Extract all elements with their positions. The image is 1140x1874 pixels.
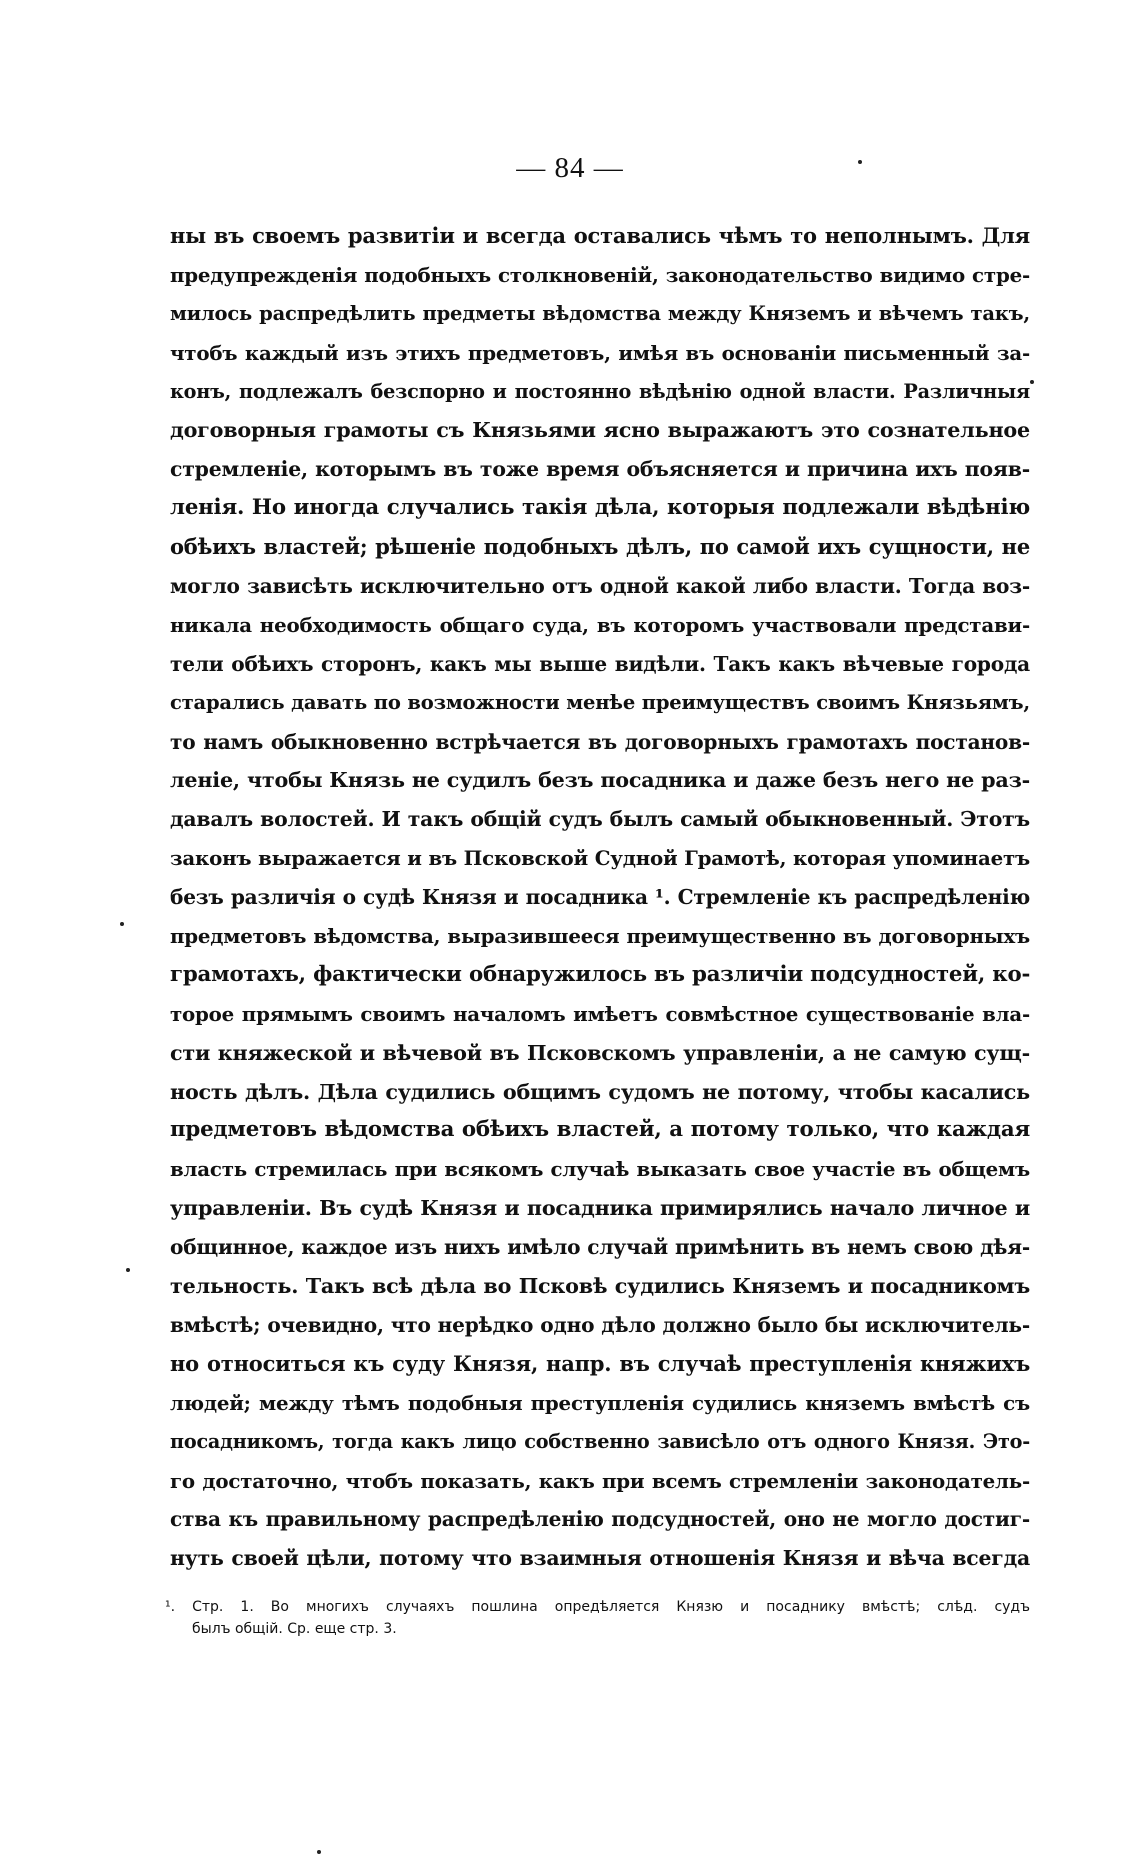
text-line: законъ выражается и въ Псковской Судной Грамотѣ, которая упоминаетъ [170,846,1030,871]
body-text [170,217,1030,1578]
text-line: ность дѣлъ. Дѣла судились общимъ судомъ не потому, чтобы касались [170,1079,1030,1104]
text-line: старались давать по возможности менѣе преимуществъ своимъ Князьямъ, [170,690,1030,714]
text-line: давалъ волостей. И такъ общій судъ былъ самый обыкновенный. Этотъ [170,807,1030,832]
text-line: предупрежденія подобныхъ столкновеній, законодательство видимо стре- [170,262,1030,287]
scan-speck [126,1268,130,1272]
footnote-line: былъ общій. Ср. еще стр. 3. [192,1621,397,1637]
text-line: го достаточно, чтобъ показать, какъ при всемъ стремленіи законодатель- [170,1468,1030,1493]
text-line: обѣихъ властей; рѣшеніе подобныхъ дѣлъ, по самой ихъ сущности, не [170,534,1030,560]
scan-speck [317,1850,321,1854]
text-line: власть стремилась при всякомъ случаѣ выказать свое участіе въ общемъ [170,1157,1030,1182]
text-line: предметовъ вѣдомства, выразившееся преимущественно въ договорныхъ [170,924,1030,949]
text-line: ленія. Но иногда случались такія дѣла, которыя подлежали вѣдѣнію [170,495,1030,521]
text-line: предметовъ вѣдомства обѣихъ властей, а потому только, что каждая [170,1117,1030,1143]
text-line: безъ различія о судѣ Князя и посадника ¹. Стремленіе къ распредѣленію [170,885,1030,910]
footnote [165,1596,1030,1640]
footnote-line: ¹. Стр. 1. Во многихъ случаяхъ пошлина опредѣляется Князю и посаднику вмѣстѣ; слѣд. судъ [165,1599,1030,1615]
text-line: ства къ правильному распредѣленію подсудностей, оно не могло достиг- [170,1507,1030,1532]
text-line: грамотахъ, фактически обнаружилось въ различіи подсудностей, ко- [170,961,1031,987]
text-line: ны въ своемъ развитіи и всегда оставались чѣмъ то неполнымъ. Для [170,223,1030,248]
text-line: стремленіе, которымъ въ тоже время объясняется и причина ихъ появ- [170,457,1030,482]
scan-speck [1030,380,1034,384]
scan-speck [120,922,124,926]
text-line: управленіи. Въ судѣ Князя и посадника примирялись начало личное и [170,1196,1030,1221]
scan-speck [858,160,862,164]
page-number: — 84 — [516,152,624,184]
text-line: но относиться къ суду Князя, напр. въ случаѣ преступленія княжихъ [170,1350,1030,1376]
text-line: общинное, каждое изъ нихъ имѣло случай примѣнить въ немъ свою дѣя- [170,1235,1030,1260]
text-line: людей; между тѣмъ подобныя преступленія судились княземъ вмѣстѣ съ [170,1390,1030,1415]
text-line: конъ, подлежалъ безспорно и постоянно вѣдѣнію одной власти. Различныя [170,379,1030,403]
text-line: леніе, чтобы Князь не судилъ безъ посадника и даже безъ него не раз- [170,768,1030,793]
text-line: нуть своей цѣли, потому что взаимныя отношенія Князя и вѣча всегда [170,1546,1030,1571]
text-line: милось распредѣлить предметы вѣдомства между Княземъ и вѣчемъ такъ, [170,301,1030,325]
text-line: сти княжеской и вѣчевой въ Псковскомъ управленіи, а не самую сущ- [170,1040,1030,1065]
text-line: тельность. Такъ всѣ дѣла во Псковѣ судились Княземъ и посадникомъ [170,1274,1030,1299]
text-line: чтобъ каждый изъ этихъ предметовъ, имѣя въ основаніи письменный за- [170,340,1030,365]
text-line: никала необходимость общаго суда, въ которомъ участвовали представи- [170,612,1030,637]
text-line: торое прямымъ своимъ началомъ имѣетъ совмѣстное существованіе вла- [170,1001,1030,1026]
text-line: вмѣстѣ; очевидно, что нерѣдко одно дѣло должно было бы исключитель- [170,1312,1030,1337]
text-line: посадникомъ, тогда какъ лицо собственно зависѣло отъ одного Князя. Это- [170,1429,1030,1453]
text-line: то намъ обыкновенно встрѣчается въ договорныхъ грамотахъ постанов- [170,729,1030,754]
text-line: договорныя грамоты съ Князьями ясно выражаютъ это сознательное [170,418,1030,443]
text-line: тели обѣихъ сторонъ, какъ мы выше видѣли. Такъ какъ вѣчевые города [170,651,1030,676]
text-line: могло зависѣть исключительно отъ одной какой либо власти. Тогда воз- [170,574,1030,599]
